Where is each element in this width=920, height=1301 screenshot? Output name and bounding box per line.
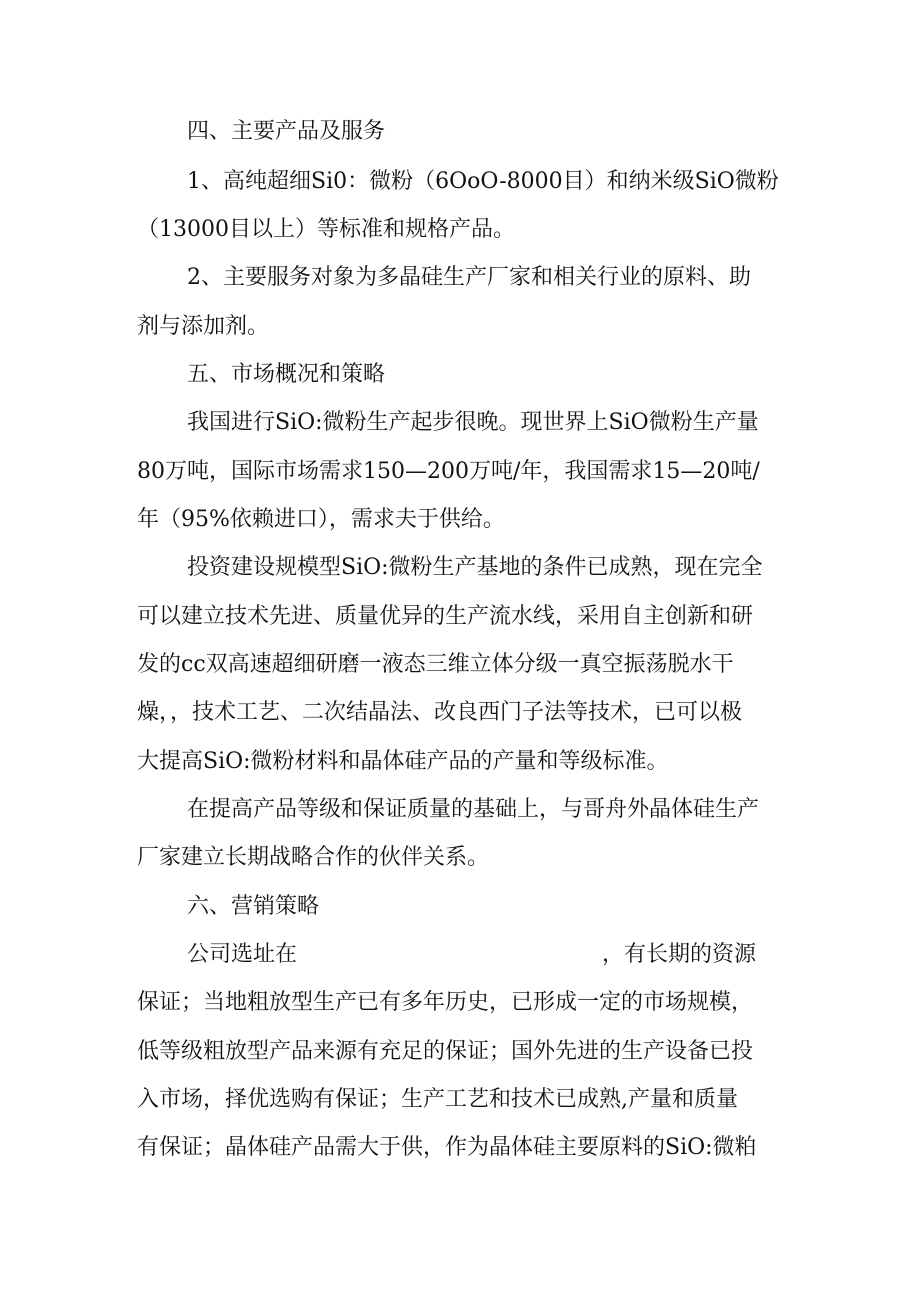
market-paragraph-1-line-2: 80万吨，国际市场需求150—200万吨/年，我国需求15—20吨/ <box>137 459 760 484</box>
section-heading-marketing-strategy: 六、营销策略 <box>187 894 320 919</box>
marketing-paragraph-line-1-end: ，有长期的资源 <box>602 942 757 967</box>
section-heading-products-services: 四、主要产品及服务 <box>187 119 386 144</box>
marketing-paragraph-line-2: 保证；当地粗放型生产已有多年历史，已形成一定的市场规模， <box>137 990 754 1015</box>
market-paragraph-3-line-1: 在提高产品等级和保证质量的基础上，与哥舟外晶体硅生产 <box>187 797 760 822</box>
marketing-paragraph-line-4: 入市场，择优选购有保证；生产工艺和技术已成熟,产量和质量 <box>137 1087 738 1112</box>
service-item-2-line-1: 2、主要服务对象为多晶硅生产厂家和相关行业的原料、助 <box>187 265 751 290</box>
marketing-paragraph-line-5: 有保证；晶体硅产品需大于供，作为晶体硅主要原料的SiO:微粕 <box>137 1135 757 1160</box>
market-paragraph-3-line-2: 厂家建立长期战略合作的伙伴关系。 <box>137 845 490 870</box>
market-paragraph-1-line-3: 年（95%依赖进口），需求夫于供给。 <box>137 507 505 532</box>
market-paragraph-2-line-5: 大提高SiO:微粉材料和晶体硅产品的产量和等级标准。 <box>137 749 669 774</box>
service-item-2-line-2: 剂与添加剂。 <box>137 314 270 339</box>
marketing-paragraph-line-1-start: 公司选址在 <box>187 942 298 967</box>
market-paragraph-2-line-1: 投资建设规模型SiO:微粉生产基地的条件已成熟，现在完全 <box>187 555 763 580</box>
product-item-1-line-2: （13000目以上）等标准和规格产品。 <box>137 217 515 242</box>
market-paragraph-2-line-3: 发的cc双高速超细研磨一液态三维立体分级一真空振荡脱水干 <box>137 652 734 677</box>
marketing-paragraph-line-1 <box>187 935 756 975</box>
marketing-paragraph-line-3: 低等级粗放型产品来源有充足的保证；国外先进的生产设备已投 <box>137 1039 754 1064</box>
market-paragraph-1-line-1: 我国进行SiO:微粉生产起步很晚。现世界上SiO微粉生产量 <box>187 410 759 435</box>
section-heading-market-strategy: 五、市场概况和策略 <box>187 362 386 387</box>
market-paragraph-2-line-4: 燥，，技术工艺、二次结晶法、改良西门子法等技术，已可以极 <box>137 700 743 725</box>
market-paragraph-2-line-2: 可以建立技术先进、质量优异的生产流水线，采用自主创新和研 <box>137 604 754 629</box>
product-item-1-line-1: 1、高纯超细Si0：微粉（6OoO-8000目）和纳米级SiO微粉 <box>187 169 779 194</box>
